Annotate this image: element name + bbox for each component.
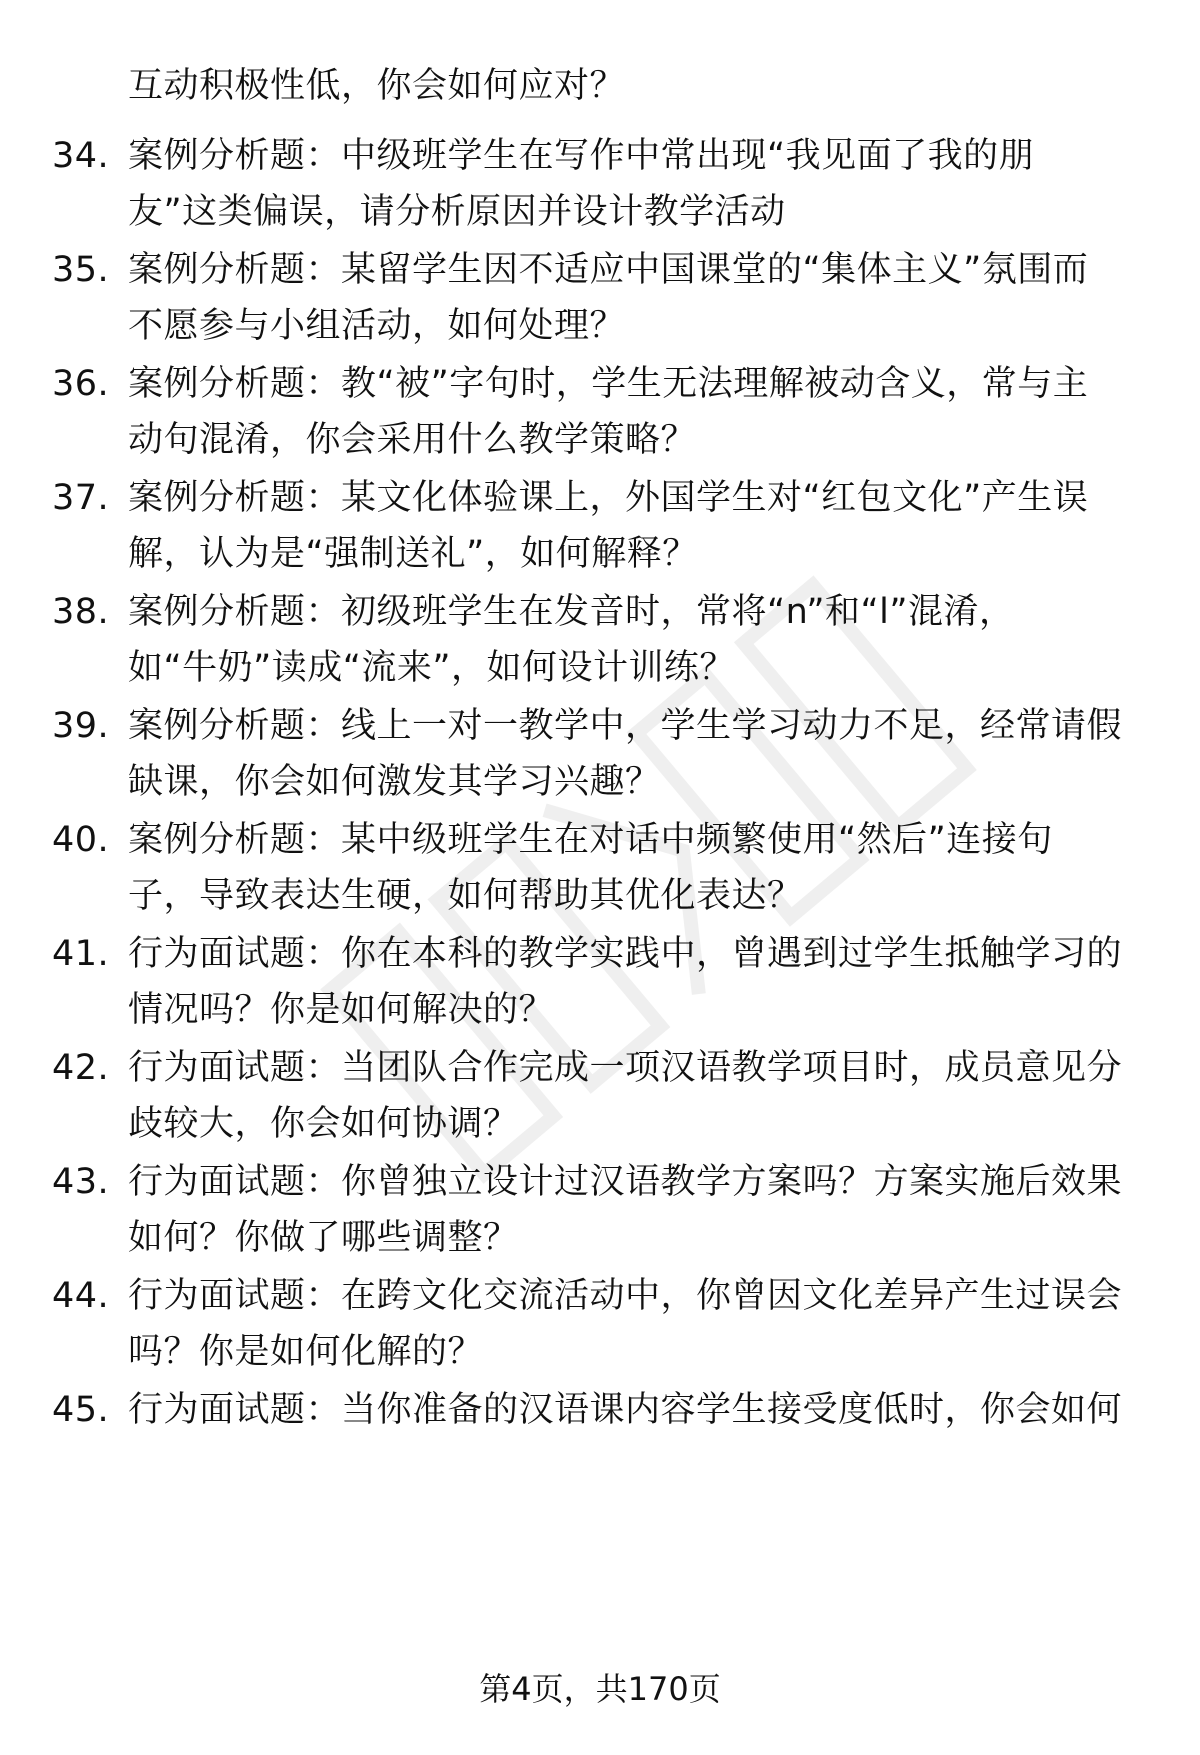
question-text [128,1154,1152,1266]
question-line: 吗？你是如何化解的？ [128,1332,484,1372]
question-item [52,242,1152,354]
question-text [128,926,1152,1038]
question-item [52,698,1152,810]
question-line: 解，认为是“强制送礼”，如何解释？ [128,534,698,574]
question-item [52,812,1152,924]
question-item [52,926,1152,1038]
question-item [52,470,1152,582]
question-number: 34. [52,136,110,176]
question-line: 案例分析题：教“被”字句时，学生无法理解被动含义，常与主 [128,364,1089,404]
question-number: 40. [52,820,110,860]
question-line: 子，导致表达生硬，如何帮助其优化表达？ [128,876,803,916]
question-line: 行为面试题：当你准备的汉语课内容学生接受度低时，你会如何 [128,1390,1123,1430]
question-text [128,1382,1152,1438]
question-number: 41. [52,934,110,974]
question-item [52,584,1152,696]
question-line: 如何？你做了哪些调整？ [128,1218,519,1258]
question-item [52,356,1152,468]
question-number: 42. [52,1048,110,1088]
question-item [52,1154,1152,1266]
question-line: 案例分析题：某中级班学生在对话中频繁使用“然后”连接句 [128,820,1053,860]
question-item [52,1268,1152,1380]
question-line: 情况吗？你是如何解决的？ [128,990,555,1030]
question-text [128,128,1152,240]
question-number: 37. [52,478,110,518]
question-number: 45. [52,1390,110,1430]
question-line: 案例分析题：初级班学生在发音时，常将“n”和“l”混淆， [128,592,1015,632]
question-line: 行为面试题：当团队合作完成一项汉语教学项目时，成员意见分 [128,1048,1123,1088]
question-line: 动句混淆，你会采用什么教学策略？ [128,420,697,460]
question-number: 39. [52,706,110,746]
question-line: 行为面试题：在跨文化交流活动中，你曾因文化差异产生过误会 [128,1276,1123,1316]
question-line: 行为面试题：你曾独立设计过汉语教学方案吗？方案实施后效果 [128,1162,1123,1202]
question-line: 缺课，你会如何激发其学习兴趣？ [128,762,661,802]
question-text [128,356,1152,468]
question-item [52,1040,1152,1152]
question-text [128,1040,1152,1152]
question-text [128,812,1152,924]
question-line: 案例分析题：某文化体验课上，外国学生对“红包文化”产生误 [128,478,1089,518]
question-line: 如“牛奶”读成“流来”，如何设计训练？ [128,648,736,688]
question-text [128,1268,1152,1380]
question-number: 36. [52,364,110,404]
question-line: 案例分析题：某留学生因不适应中国课堂的“集体主义”氛围而 [128,250,1089,290]
question-line: 案例分析题：中级班学生在写作中常出现“我见面了我的朋 [128,136,1035,176]
question-text [128,584,1152,696]
question-number: 44. [52,1276,110,1316]
question-number: 38. [52,592,110,632]
question-text [128,470,1152,582]
question-text [128,242,1152,354]
continued-question-text: 互动积极性低，你会如何应对？ [128,66,626,106]
question-number: 43. [52,1162,110,1202]
question-line: 行为面试题：你在本科的教学实践中，曾遇到过学生抵触学习的 [128,934,1123,974]
question-text [128,698,1152,810]
question-line: 案例分析题：线上一对一教学中，学生学习动力不足，经常请假 [128,706,1123,746]
question-item [52,128,1152,240]
question-line: 友”这类偏误，请分析原因并设计教学活动 [128,192,786,232]
question-number: 35. [52,250,110,290]
page-number-footer: 第4页，共170页 [479,1670,721,1708]
question-line: 歧较大，你会如何协调？ [128,1104,519,1144]
question-item [52,1382,1152,1438]
question-line: 不愿参与小组活动，如何处理？ [128,306,626,346]
